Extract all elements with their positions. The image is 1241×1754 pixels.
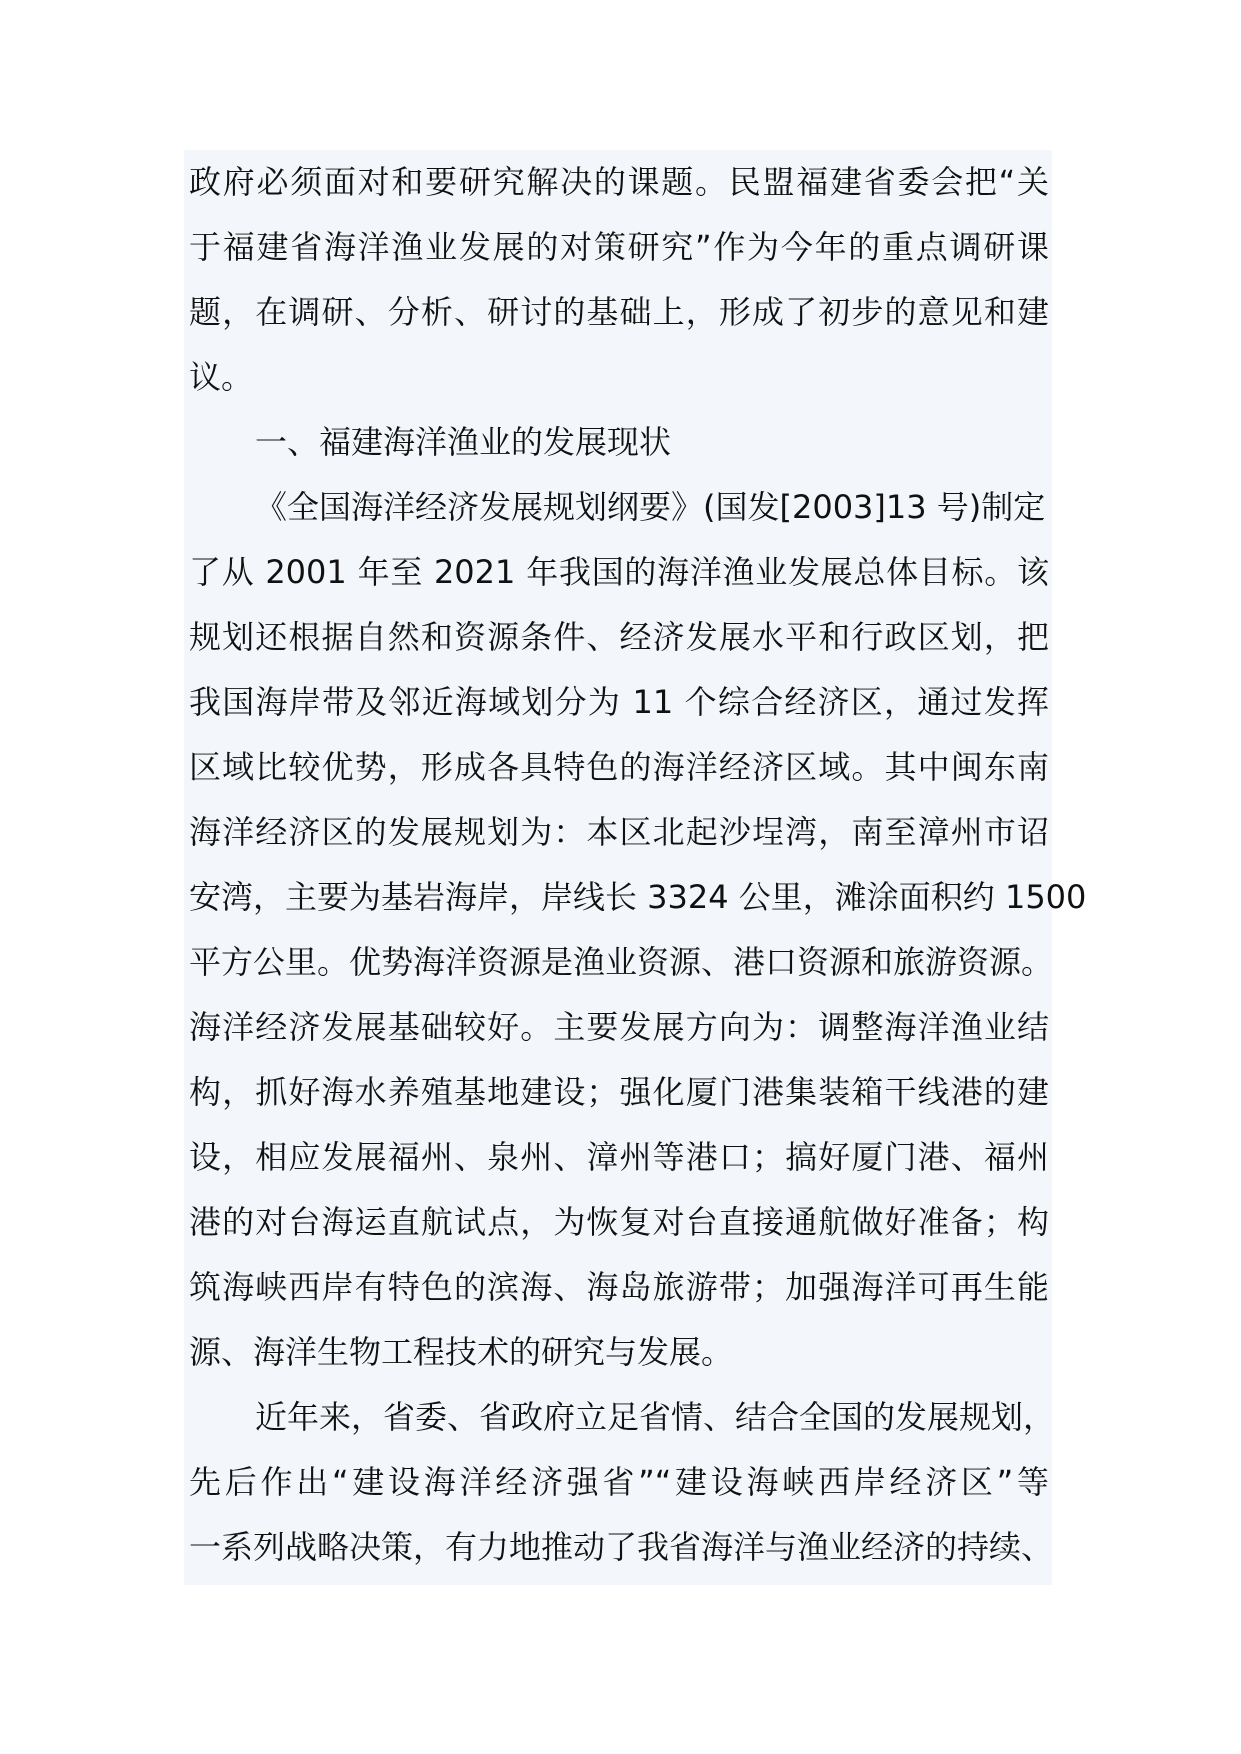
text-line: 海洋经济发展基础较好。主要发展方向为：调整海洋渔业结 [189,1008,1049,1046]
text-line: 安湾，主要为基岩海岸，岸线长 3324 公里，滩涂面积约 1500 [189,878,1087,916]
text-line: 海洋经济区的发展规划为：本区北起沙埕湾，南至漳州市诏 [189,813,1049,851]
text-line: 于福建省海洋渔业发展的对策研究”作为今年的重点调研课 [189,228,1049,266]
text-line: 我国海岸带及邻近海域划分为 11 个综合经济区，通过发挥 [189,683,1049,721]
text-line: 规划还根据自然和资源条件、经济发展水平和行政区划，把 [189,618,1049,656]
text-line: 一系列战略决策，有力地推动了我省海洋与渔业经济的持续、 [189,1528,1054,1566]
text-line: 构，抓好海水养殖基地建设；强化厦门港集装箱干线港的建 [189,1073,1049,1111]
text-line: 源、海洋生物工程技术的研究与发展。 [189,1333,734,1371]
text-line: 题，在调研、分析、研讨的基础上，形成了初步的意见和建 [189,293,1049,331]
text-line: 先后作出“建设海洋经济强省”“建设海峡西岸经济区”等 [189,1463,1049,1501]
text-line: 近年来，省委、省政府立足省情、结合全国的发展规划， [255,1398,1056,1436]
text-line: 政府必须面对和要研究解决的课题。民盟福建省委会把“关 [189,163,1049,201]
text-line: 筑海峡西岸有特色的滨海、海岛旅游带；加强海洋可再生能 [189,1268,1049,1306]
text-line: 《全国海洋经济发展规划纲要》(国发[2003]13 号)制定 [255,488,1046,526]
text-line: 了从 2001 年至 2021 年我国的海洋渔业发展总体目标。该 [189,553,1049,591]
text-line: 议。 [189,358,254,396]
text-line: 港的对台海运直航试点，为恢复对台直接通航做好准备；构 [189,1203,1049,1241]
text-block [184,150,1087,1585]
section-heading: 一、福建海洋渔业的发展现状 [255,423,672,461]
text-line: 区域比较优势，形成各具特色的海洋经济区域。其中闽东南 [189,748,1049,786]
text-line: 设，相应发展福州、泉州、漳州等港口；搞好厦门港、福州 [189,1138,1049,1176]
text-line: 平方公里。优势海洋资源是渔业资源、港口资源和旅游资源。 [189,943,1054,981]
